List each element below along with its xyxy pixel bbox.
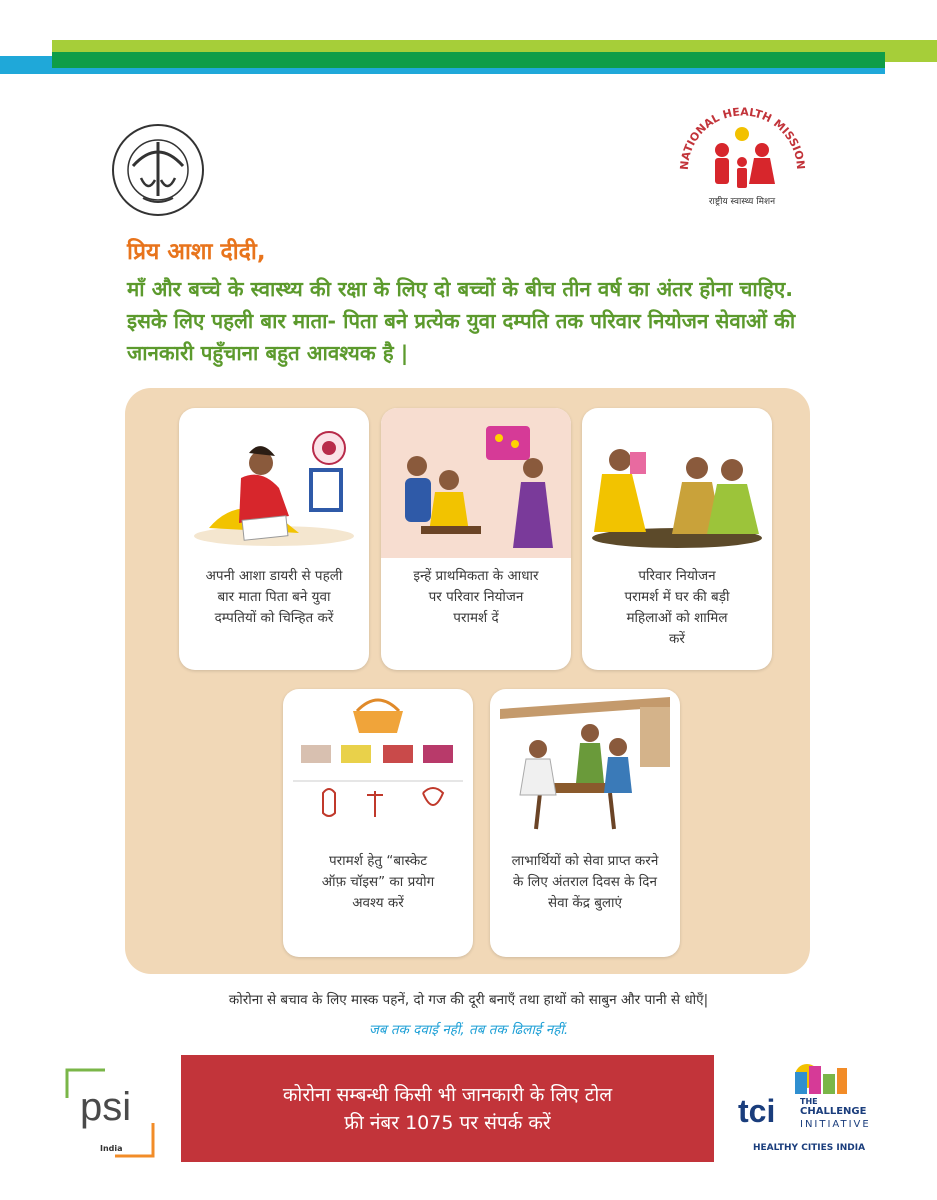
health-center-visit-illustration [490, 689, 680, 839]
covid-safety-note: कोरोना से बचाव के लिए मास्क पहनें, दो गज की दूरी बनाएँ तथा हाथों को साबुन और पानी से धोएँ| [228, 992, 709, 1008]
women-group-discussion-illustration [582, 408, 772, 558]
tci-logo-initiative: INITIATIVE [800, 1119, 871, 1130]
steps-panel [125, 388, 810, 974]
step-caption-2: इन्हें प्राथमिकता के आधार पर परिवार नियोजन परामर्श दें [413, 568, 539, 626]
woman-writing-diary-illustration [179, 408, 369, 558]
top-stripe-dark-green [52, 52, 885, 68]
step-card-counsel [381, 408, 571, 670]
basket-of-choice-illustration [283, 689, 473, 839]
nhm-arc-text: NATIONAL HEALTH MISSION [677, 105, 808, 171]
step-card-antral-diwas [490, 689, 680, 957]
tci-logo-challenge: CHALLENGE [800, 1106, 867, 1117]
up-government-logo [103, 118, 213, 218]
step-caption-3: परिवार नियोजन परामर्श में घर की बड़ी महिलाओं को शामिल करें [624, 568, 730, 647]
intro-text: माँ और बच्चे के स्वास्थ्य की रक्षा के लिए दो बच्चों के बीच तीन वर्ष का अंतर होना चाहिए. इसके लिए पहली बार माता- पिता बने प्रत्येक युवा दम्पति तक परिवार नियोजन सेवाओं की जानकारी पहुँचाना बहुत आवश्यक है | [127, 277, 796, 365]
step-card-include-elders [582, 408, 772, 670]
tci-logo-the: THE [800, 1097, 818, 1106]
psi-logo-sub: India [100, 1144, 123, 1153]
step-card-identify [179, 408, 369, 670]
covid-slogan: जब तक दवाई नहीं, तब तक ढिलाई नहीं. [368, 1022, 569, 1038]
step-card-basket-of-choice [283, 689, 473, 957]
psi-logo-text: psi [80, 1085, 132, 1129]
step-caption-5: लाभार्थियों को सेवा प्राप्त करने के लिए अंतराल दिवस के दिन सेवा केंद्र बुलाएं [511, 853, 659, 911]
tci-tagline: HEALTHY CITIES INDIA [753, 1143, 866, 1153]
national-health-mission-logo [670, 92, 815, 217]
nhm-hindi-text: राष्ट्रीय स्वास्थ्य मिशन [708, 197, 776, 207]
greeting-heading: प्रिय आशा दीदी, [127, 239, 266, 265]
couple-counselling-illustration [381, 408, 571, 558]
step-caption-4: परामर्श हेतु “बास्केट ऑफ़ चॉइस” का प्रयोग अवश्य करें [321, 853, 435, 911]
step-caption-1: अपनी आशा डायरी से पहली बार माता पिता बने युवा दम्पतियों को चिन्हित करें [205, 568, 343, 626]
helpline-banner: कोरोना सम्बन्धी किसी भी जानकारी के लिए टोल फ्री नंबर 1075 पर संपर्क करें [181, 1055, 714, 1162]
tci-logo-text: tci [738, 1093, 776, 1129]
